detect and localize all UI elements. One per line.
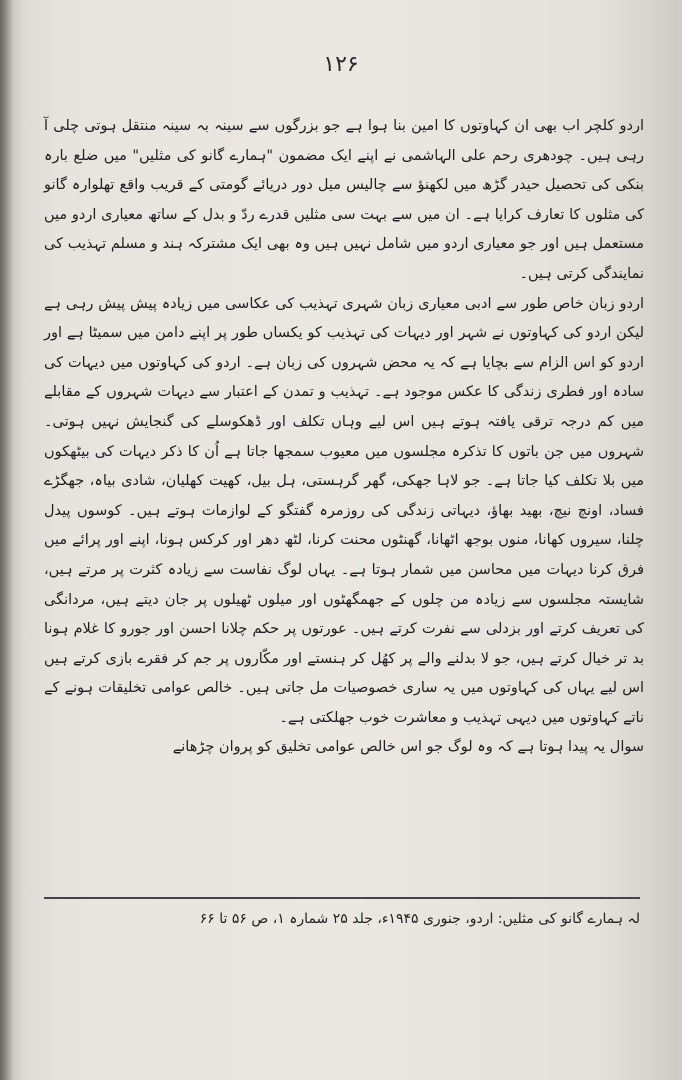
paragraph-3: سوال یہ پیدا ہوتا ہے کہ وہ لوگ جو اس خالص عوامی تخلیق کو پروان چڑھانے — [172, 739, 644, 756]
paragraph-1: اردو کلچر اب بھی ان کہاوتوں کا امین بنا ہوا ہے جو بزرگوں سے سینہ بہ سینہ منتقل ہوتی چلی آ رہی ہیں۔ چودھری رحم علی الہاشمی نے اپنے ایک مضمون "ہمارے گانو کی مثلیں" میں ضلع بارہ بنکی کی تحصیل حیدر گڑھ میں لکھنؤ سے چالیس میل دور دریائے گومتی کے قریب واقع تھلوارہ گانو کی مثلوں کا تعارف کرایا ہے۔ ان میں سے بہت سی مثلیں قدرے ردّ و بدل کے ساتھ معیاری اردو میں مستعمل ہیں اور جو معیاری اردو میں شامل نہیں ہیں وہ بھی ایک مشترکہ ہند و مسلم تہذیب کی نمایندگی کرتی ہیں۔ — [44, 118, 644, 282]
paragraph-2: اردو زبان خاص طور سے ادبی معیاری زبان شہری تہذیب کی عکاسی میں زیادہ پیش پیش رہی ہے لیکن اردو کی کہاوتوں نے شہر اور دیہات کی تہذیب کو یکساں طور پر اپنے دامن میں سمیٹا ہے اور اردو کو اس الزام سے بچایا ہے کہ یہ محض شہروں کی زبان ہے۔ اردو کی کہاوتوں میں دیہات کی سادہ اور فطری زندگی کا عکس موجود ہے۔ تہذیب و تمدن کے اعتبار سے دیہات شہروں کے مقابلے میں کم درجہ ترقی یافتہ ہوتے ہیں اس لیے وہاں تکلف اور ڈھکوسلے کی گنجایش نہیں ہوتی۔ شہروں میں جن باتوں کا تذکرہ مجلسوں میں معیوب سمجھا جاتا ہے اُن کا ذکر دیہات کی بیٹھکوں میں بلا تکلف کیا جاتا ہے۔ جو لاہا جھکی، گھر گرہستی، ہل بیل، کھیت کھلیان، شادی بیاہ، جھگڑے فساد، اونچ نیچ، بھید بھاؤ، دیہاتی زندگی کی روزمرہ گفتگو کے لوازمات ہوتے ہیں۔ کوسوں پیدل چلنا، سیروں کھانا، منوں بوجھ اٹھانا، گھنٹوں محنت کرنا، لٹھ دھر اور کرکس ہونا، اپنے اور پرائے میں فرق کرنا دیہات میں محاسن میں شمار ہوتا ہے۔ یہاں لوگ نفاست سے زیادہ کثرت پر مرتے ہیں، شایستہ مجلسوں سے زیادہ من چلوں کے جھمگھٹوں اور میلوں ٹھیلوں پر جان دیتے ہیں، مردانگی کی تعریف کرتے اور بزدلی سے نفرت کرتے ہیں۔ عورتوں پر حکم چلانا احسن اور جورو کا غلام ہونا بد تر خیال کرتے ہیں، جو لا بدلنے والے پر کھُل کر ہنستے اور مکّاروں پر جم کر فقرے بازی کرتے ہیں اس لیے یہاں کی کہاوتوں میں یہ ساری خصوصیات مل جاتی ہیں۔ خالص عوامی تخلیقات ہونے کے ناتے کہاوتوں میں دیہی تہذیب و معاشرت خوب جھلکتی ہے۔ — [44, 295, 644, 726]
body-text — [44, 112, 644, 763]
page-number: ۱۲۶ — [323, 52, 359, 77]
book-spine-shadow — [0, 0, 14, 1080]
footnote-divider — [44, 897, 640, 899]
footnote: لہ ہمارے گانو کی مثلیں: اردو، جنوری ۱۹۴۵ء، جلد ۲۵ شمارہ ۱، ص ۵۶ تا ۶۶ — [199, 911, 640, 927]
